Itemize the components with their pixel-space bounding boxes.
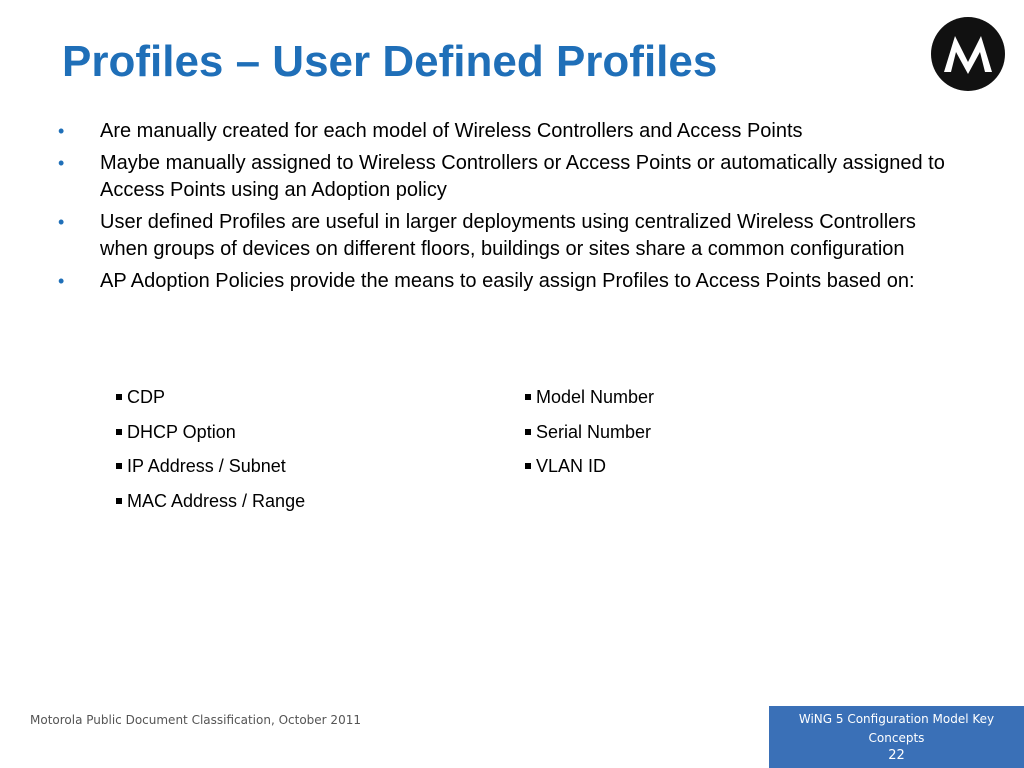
sub-item	[116, 449, 305, 484]
bullet-marker: •	[58, 212, 65, 232]
square-bullet-icon	[525, 463, 531, 469]
square-bullet-icon	[116, 394, 122, 400]
bullet-list	[58, 118, 958, 300]
sub-item-label: CDP	[127, 387, 166, 407]
sub-list-right	[525, 380, 654, 484]
sub-item	[525, 380, 654, 415]
sub-item-label: VLAN ID	[536, 456, 607, 476]
square-bullet-icon	[525, 394, 531, 400]
bullet-marker: •	[58, 121, 65, 141]
sub-item-label: DHCP Option	[127, 421, 236, 442]
square-bullet-icon	[116, 463, 122, 469]
bullet-item	[58, 209, 958, 263]
slide-title: Profiles – User Defined Profiles	[62, 37, 718, 86]
bullet-text: AP Adoption Policies provide the means to easily assign Profiles to Access Points based on:	[100, 270, 915, 292]
sub-item-label: IP Address / Subnet	[127, 456, 286, 476]
square-bullet-icon	[116, 429, 122, 435]
motorola-logo-icon	[930, 16, 1006, 92]
page-number: 22	[888, 748, 905, 763]
footer-classification: Motorola Public Document Classification, October 2011	[30, 713, 361, 727]
sub-item-label: MAC Address / Range	[127, 490, 306, 511]
footer-box	[769, 706, 1024, 768]
bullet-item	[58, 118, 958, 145]
bullet-marker: •	[58, 153, 65, 173]
sub-item	[525, 415, 654, 450]
sub-item	[116, 484, 305, 519]
square-bullet-icon	[525, 429, 531, 435]
sub-item	[116, 380, 305, 415]
bullet-item	[58, 150, 958, 204]
bullet-text: Are manually created for each model of Wireless Controllers and Access Points	[100, 120, 803, 142]
bullet-marker: •	[58, 271, 65, 291]
sub-item-label: Model Number	[536, 387, 655, 407]
sub-list-left	[116, 380, 305, 518]
sub-item	[116, 415, 305, 450]
sub-item-label: Serial Number	[536, 421, 652, 442]
sub-item	[525, 449, 654, 484]
footer-box-title: WiNG 5 Configuration Model Key Concepts	[798, 712, 995, 745]
bullet-item	[58, 268, 958, 295]
bullet-text: Maybe manually assigned to Wireless Controllers or Access Points or automatically assigned to Access Points using an Adoption policy	[100, 152, 945, 201]
square-bullet-icon	[116, 498, 122, 504]
bullet-text: User defined Profiles are useful in larger deployments using centralized Wireless Controllers when groups of devices on different floors, buildings or sites share a common configuration	[100, 211, 916, 260]
